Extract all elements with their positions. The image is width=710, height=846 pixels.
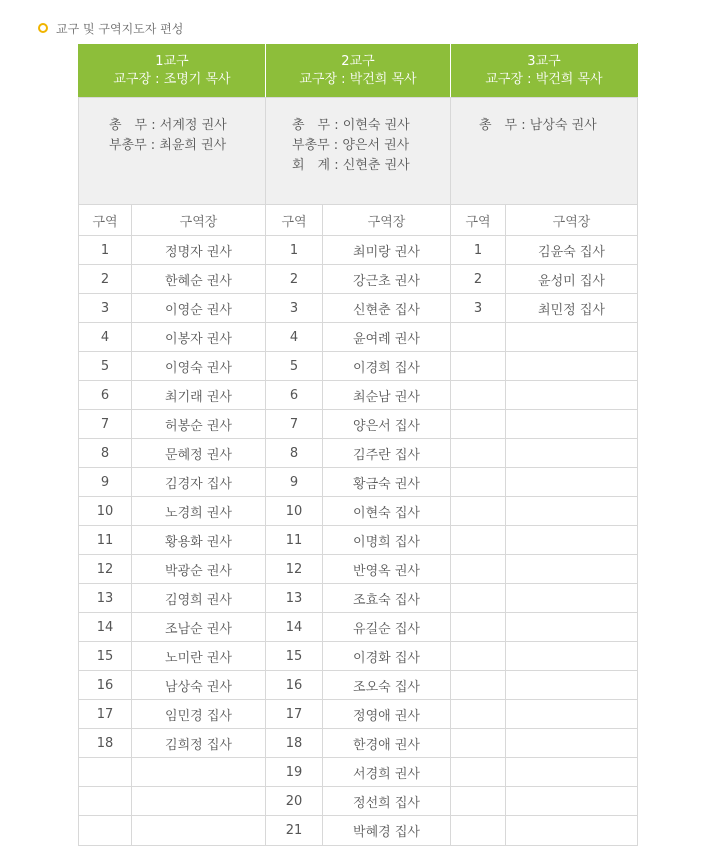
district-name: 3교구 [527,53,561,69]
area-number [451,323,506,352]
area-number [451,381,506,410]
area-number: 5 [266,352,323,381]
area-leader [132,787,266,816]
area-number: 13 [79,584,132,613]
area-number: 3 [79,294,132,323]
table-row [79,294,638,323]
area-leader: 황용화 권사 [132,526,266,555]
col-area: 구역 [79,205,132,236]
area-number: 14 [266,613,323,642]
table-row [79,700,638,729]
officer-line: 총 무 : 이현숙 권사 [292,118,410,133]
area-number: 6 [266,381,323,410]
area-number: 17 [79,700,132,729]
sub-header-row [79,205,638,236]
area-leader: 이경화 집사 [323,642,451,671]
area-number: 1 [451,236,506,265]
area-leader: 김윤숙 집사 [506,236,638,265]
table-row [79,758,638,787]
area-number [451,526,506,555]
area-leader: 한혜순 권사 [132,265,266,294]
area-number [451,729,506,758]
area-leader [506,758,638,787]
officer-line: 부총무 : 양은서 권사 [292,138,410,153]
table-row [79,787,638,816]
area-leader: 이현숙 집사 [323,497,451,526]
area-leader: 양은서 집사 [323,410,451,439]
district-leaders-table [78,43,638,846]
area-leader [506,468,638,497]
area-number: 5 [79,352,132,381]
area-number: 12 [79,555,132,584]
area-leader [506,381,638,410]
area-number: 3 [451,294,506,323]
area-number: 18 [266,729,323,758]
area-number: 14 [79,613,132,642]
area-leader: 김영희 권사 [132,584,266,613]
area-number [79,758,132,787]
area-leader: 남상숙 권사 [132,671,266,700]
area-leader: 김희정 집사 [132,729,266,758]
district-3-officers [451,98,638,205]
area-leader: 강근초 권사 [323,265,451,294]
table-row [79,410,638,439]
table-row [79,613,638,642]
area-number [451,410,506,439]
area-leader: 반영옥 권사 [323,555,451,584]
area-leader: 조오숙 집사 [323,671,451,700]
area-leader [506,671,638,700]
district-1-officers [79,98,266,205]
area-leader [506,787,638,816]
area-leader [506,816,638,846]
district-2-officers [266,98,451,205]
area-number: 19 [266,758,323,787]
district-name: 1교구 [155,53,189,69]
area-leader: 이영순 권사 [132,294,266,323]
area-number [451,352,506,381]
area-leader: 최순남 권사 [323,381,451,410]
area-number: 12 [266,555,323,584]
table-row [79,236,638,265]
area-number: 16 [79,671,132,700]
area-leader [506,642,638,671]
area-number: 15 [79,642,132,671]
area-leader [506,352,638,381]
area-number: 2 [451,265,506,294]
district-2-header [266,44,451,98]
table-row [79,729,638,758]
officer-line: 회 계 : 신현춘 권사 [292,158,410,173]
area-number: 8 [79,439,132,468]
area-number [451,787,506,816]
table-row [79,439,638,468]
area-leader: 조남순 권사 [132,613,266,642]
area-number [79,787,132,816]
section-title [38,18,183,38]
area-leader: 최기래 권사 [132,381,266,410]
area-number: 6 [79,381,132,410]
area-leader: 최민정 집사 [506,294,638,323]
area-number: 10 [266,497,323,526]
area-number: 18 [79,729,132,758]
col-area: 구역 [266,205,323,236]
area-leader [506,729,638,758]
table-row [79,323,638,352]
area-leader: 이봉자 권사 [132,323,266,352]
table-row [79,381,638,410]
area-number: 4 [266,323,323,352]
table-row [79,468,638,497]
table-row [79,555,638,584]
district-1-header [79,44,266,98]
area-number: 4 [79,323,132,352]
area-leader: 노미란 권사 [132,642,266,671]
district-pastor: 교구장 : 조명기 목사 [113,71,231,87]
area-leader: 정명자 권사 [132,236,266,265]
district-header-row [79,44,638,98]
area-number: 9 [266,468,323,497]
area-number: 7 [79,410,132,439]
area-number: 1 [79,236,132,265]
officer-line: 총 무 : 서계정 권사 [109,118,227,133]
circle-bullet-icon [38,23,48,33]
area-leader [506,613,638,642]
col-area-leader: 구역장 [132,205,266,236]
area-number: 1 [266,236,323,265]
area-leader: 윤성미 집사 [506,265,638,294]
area-number: 2 [266,265,323,294]
area-leader [506,497,638,526]
officers-row [79,98,638,205]
area-leader: 박혜경 집사 [323,816,451,846]
area-number: 20 [266,787,323,816]
table-row [79,642,638,671]
officer-line: 총 무 : 남상숙 권사 [479,118,597,133]
area-leader: 임민경 집사 [132,700,266,729]
area-number: 17 [266,700,323,729]
district-name: 2교구 [341,53,375,69]
area-number: 9 [79,468,132,497]
area-number [451,439,506,468]
area-leader: 노경희 권사 [132,497,266,526]
area-leader: 정선희 집사 [323,787,451,816]
col-area-leader: 구역장 [323,205,451,236]
area-number [451,700,506,729]
area-number: 8 [266,439,323,468]
area-leader: 이경희 집사 [323,352,451,381]
area-leader: 서경희 권사 [323,758,451,787]
district-pastor: 교구장 : 박건희 목사 [485,71,603,87]
area-number: 21 [266,816,323,846]
area-leader: 신현춘 집사 [323,294,451,323]
area-leader: 조효숙 집사 [323,584,451,613]
table-row [79,816,638,846]
col-area: 구역 [451,205,506,236]
area-number [451,671,506,700]
area-number [451,758,506,787]
area-leader: 김경자 집사 [132,468,266,497]
table-row [79,584,638,613]
area-number: 10 [79,497,132,526]
area-leader: 한경애 권사 [323,729,451,758]
area-leader: 문혜정 권사 [132,439,266,468]
table-row [79,497,638,526]
area-leader [506,439,638,468]
area-leader: 이명희 집사 [323,526,451,555]
table-row [79,671,638,700]
area-leader: 황금숙 권사 [323,468,451,497]
area-leader [132,816,266,846]
area-leader: 허봉순 권사 [132,410,266,439]
area-number [451,555,506,584]
area-number: 7 [266,410,323,439]
area-number: 11 [266,526,323,555]
section-title-text: 교구 및 구역지도자 편성 [56,21,184,36]
table-row [79,352,638,381]
area-number: 16 [266,671,323,700]
area-number: 13 [266,584,323,613]
area-leader: 윤여례 권사 [323,323,451,352]
area-leader: 유길순 집사 [323,613,451,642]
area-number [451,816,506,846]
area-leader: 박광순 권사 [132,555,266,584]
area-number [451,497,506,526]
area-number [451,613,506,642]
district-pastor: 교구장 : 박건희 목사 [299,71,417,87]
area-leader [506,526,638,555]
table-row [79,526,638,555]
area-number: 11 [79,526,132,555]
area-leader [506,323,638,352]
area-number [451,468,506,497]
district-3-header [451,44,638,98]
col-area-leader: 구역장 [506,205,638,236]
area-number: 3 [266,294,323,323]
area-leader [506,700,638,729]
area-leader: 최미랑 권사 [323,236,451,265]
area-number: 2 [79,265,132,294]
area-number: 15 [266,642,323,671]
area-number [79,816,132,846]
area-leader: 이영숙 권사 [132,352,266,381]
area-leader [132,758,266,787]
area-number [451,642,506,671]
area-leader: 정영애 권사 [323,700,451,729]
area-leader [506,555,638,584]
table-row [79,265,638,294]
area-leader: 김주란 집사 [323,439,451,468]
officer-line: 부총무 : 최윤희 권사 [109,138,227,153]
area-leader [506,584,638,613]
area-number [451,584,506,613]
area-leader [506,410,638,439]
